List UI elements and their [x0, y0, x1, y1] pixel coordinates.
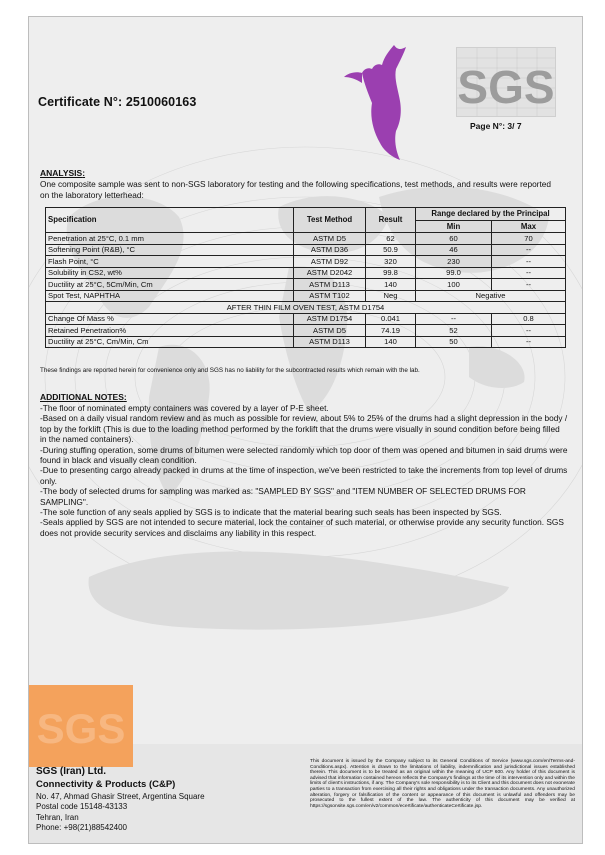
table-row — [46, 233, 566, 245]
sgs-footer-logo — [29, 685, 133, 767]
cell-max: -- — [492, 279, 566, 291]
eagle-logo-icon — [334, 43, 410, 161]
cell-method: ASTM D113 — [294, 279, 366, 291]
cell-min: -- — [416, 313, 492, 325]
certificate-page — [28, 16, 583, 844]
cell-spec: Penetration at 25°C, 0.1 mm — [46, 233, 294, 245]
cell-method: ASTM T102 — [294, 290, 366, 302]
cell-result: 62 — [366, 233, 416, 245]
additional-notes — [40, 403, 568, 538]
cell-min: 52 — [416, 325, 492, 337]
cell-result: 0.041 — [366, 313, 416, 325]
address-line: No. 47, Ahmad Ghasir Street, Argentina Square — [36, 792, 205, 801]
company-address — [36, 792, 205, 833]
note-item: -Due to presenting cargo already packed in drums at the time of inspection, we've been restricted to take the increments from top level of drums only. — [40, 465, 568, 486]
table-disclaimer: These findings are reported herein for convenience only and SGS has no liability for the subcontracted results which remain with the lab. — [40, 367, 420, 374]
cell-method: ASTM D5 — [294, 325, 366, 337]
table-row — [46, 336, 566, 348]
cell-min: 50 — [416, 336, 492, 348]
notes-heading: ADDITIONAL NOTES: — [40, 392, 127, 402]
header-range: Range declared by the Principal — [416, 208, 566, 221]
header-specification: Specification — [46, 208, 294, 233]
svg-text:SGS: SGS — [457, 61, 555, 113]
cell-spec: Change Of Mass % — [46, 313, 294, 325]
table-row — [46, 279, 566, 291]
analysis-intro: One composite sample was sent to non-SGS laboratory for testing and the following specifications, test methods, and results were reported on the laboratory letterhead: — [40, 179, 551, 200]
cell-result: 140 — [366, 336, 416, 348]
certificate-number: Certificate N°: 2510060163 — [38, 95, 197, 109]
address-line: Postal code 15148-43133 — [36, 802, 128, 812]
cell-result: 320 — [366, 256, 416, 268]
address-phone: Phone: +98(21)88542400 — [36, 822, 127, 832]
cell-spec: Solubility in CS2, wt% — [46, 267, 294, 279]
cell-result: 140 — [366, 279, 416, 291]
company-name: SGS (Iran) Ltd. — [36, 766, 106, 777]
cell-min: 46 — [416, 244, 492, 256]
table-row — [46, 256, 566, 268]
cell-spec: Flash Point, °C — [46, 256, 294, 268]
cell-max: -- — [492, 325, 566, 337]
cell-max: -- — [492, 336, 566, 348]
note-item: -During stuffing operation, some drums of bitumen were selected randomly which top door of them was opened and bitumen in said drums were found in black and visually clean condition. — [40, 444, 568, 466]
note-item: -The floor of nominated empty containers was covered by a layer of P-E sheet. — [40, 403, 329, 413]
cell-result: 99.8 — [366, 267, 416, 279]
cell-spec: Spot Test, NAPHTHA — [46, 290, 294, 302]
table-row — [46, 244, 566, 256]
cell-min: 100 — [416, 279, 492, 291]
table-row — [46, 313, 566, 325]
cell-min: 60 — [416, 233, 492, 245]
cell-result: Neg — [366, 290, 416, 302]
header-min: Min — [416, 220, 492, 233]
cell-max: 0.8 — [492, 313, 566, 325]
header-max: Max — [492, 220, 566, 233]
header-test-method: Test Method — [294, 208, 366, 233]
note-item: -The sole function of any seals applied by SGS is to indicate that the material bearing such seals has been inspected by SGS. — [40, 507, 502, 518]
cell-spec: Ductility at 25°C, 5Cm/Min, Cm — [46, 279, 294, 291]
cell-max: -- — [492, 267, 566, 279]
note-item: -The body of selected drums for sampling was marked as: "SAMPLED BY SGS" and "ITEM NUMBER OF SELECTED DRUMS FOR SAMPLING". — [40, 486, 526, 507]
address-line: Tehran, Iran — [36, 812, 79, 822]
section-row — [46, 302, 566, 314]
specification-table — [45, 207, 566, 348]
cell-method: ASTM D5 — [294, 233, 366, 245]
table-row — [46, 267, 566, 279]
note-item: -Seals applied by SGS are not intended to secure material, lock the container of such material, or otherwise provide any security function. SGS does not provide security services and disclaims any liability in this respect. — [40, 517, 564, 538]
cell-method: ASTM D92 — [294, 256, 366, 268]
svg-text:SGS: SGS — [36, 705, 126, 752]
section-heading: AFTER THIN FILM OVEN TEST, ASTM D1754 — [46, 302, 566, 314]
cell-min: 99.0 — [416, 267, 492, 279]
cell-method: ASTM D36 — [294, 244, 366, 256]
cell-max: -- — [492, 244, 566, 256]
sgs-logo — [456, 47, 556, 117]
cell-range: Negative — [416, 290, 566, 302]
cell-spec: Softening Point (R&B), °C — [46, 244, 294, 256]
legal-notice: This document is issued by the Company subject to its General Conditions of Service (www.sgs.com/en/Terms-and-Conditions.aspx). Attention is drawn to the limitations of liability, indemnification and jurisdictional issues established therein. This document is to be treated as an original within the meaning of UCP 600. Any holder of this document is advised that information contained hereon reflects the Company's findings at the time of its intervention only and within the limits of client's instructions, if any. The Company's sole responsibility is to its Client and this document does not exonerate parties to a transaction from exercising all their rights and obligations under the transaction documents. Any unauthorized alteration, forgery or falsification of the content or appearance of this document is unlawful and offenders may be prosecuted to the fullest extent of the law. The authenticity of this document may be verified at https://sgsonsite.sgs.com/en/v2/common/ecertificate/authenticateCertificate.jsp. — [310, 759, 575, 809]
company-division: Connectivity & Products (C&P) — [36, 779, 176, 790]
cell-spec: Ductility at 25°C, Cm/Min, Cm — [46, 336, 294, 348]
cell-spec: Retained Penetration% — [46, 325, 294, 337]
note-item: -Based on a daily visual random review and as much as possible for review, about 5% to 25% of the drums had a slight depression in the body / top by the forklift (This is due to the loading method performed by the forklift that the drums were visually in sound condition before being filled in the named containers). — [40, 413, 568, 445]
cell-result: 74.19 — [366, 325, 416, 337]
table-row — [46, 325, 566, 337]
cell-method: ASTM D113 — [294, 336, 366, 348]
cell-method: ASTM D1754 — [294, 313, 366, 325]
header-result: Result — [366, 208, 416, 233]
cell-result: 50.9 — [366, 244, 416, 256]
page-number: Page N°: 3/ 7 — [470, 121, 522, 131]
cell-method: ASTM D2042 — [294, 267, 366, 279]
analysis-heading: ANALYSIS: — [40, 168, 86, 178]
cell-max: -- — [492, 256, 566, 268]
table-row — [46, 290, 566, 302]
cell-max: 70 — [492, 233, 566, 245]
cell-min: 230 — [416, 256, 492, 268]
